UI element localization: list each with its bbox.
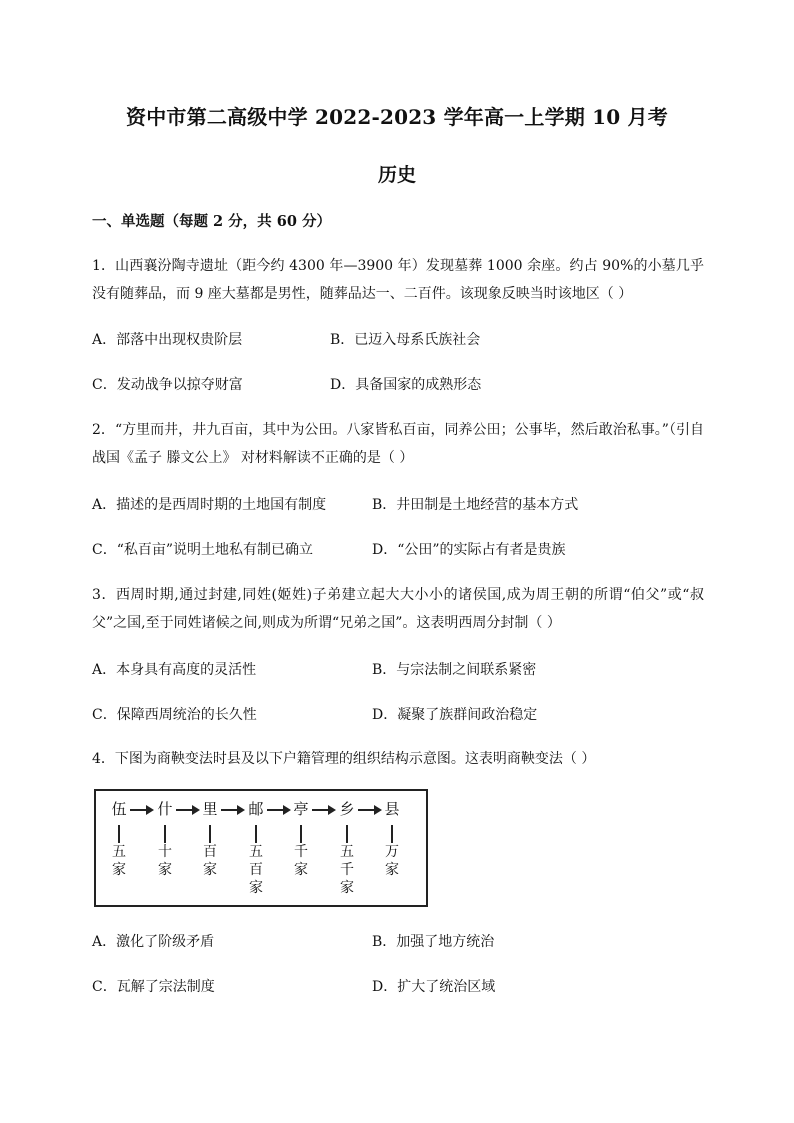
connector-line (209, 825, 211, 843)
unit-desc-char: 家 (294, 862, 308, 878)
question-3-option-d[interactable]: D．凝聚了族群间政治稳定 (372, 707, 538, 723)
unit-desc-char: 千 (340, 862, 354, 878)
unit-name: 亭 (293, 800, 309, 818)
unit-desc-char: 五 (112, 844, 126, 860)
unit-desc-char: 五 (340, 844, 354, 860)
unit-shi (152, 799, 178, 879)
unit-desc-char: 百 (249, 862, 263, 878)
connector-line (255, 825, 257, 843)
connector-line (300, 825, 302, 843)
right-arrow-icon (267, 805, 291, 815)
question-4-option-d[interactable]: D．扩大了统治区域 (372, 979, 496, 995)
question-3-option-a[interactable]: A．本身具有高度的灵活性 (92, 662, 257, 678)
unit-desc-char: 家 (385, 862, 399, 878)
right-arrow-icon (176, 805, 200, 815)
unit-xian (379, 799, 405, 879)
question-2-option-d[interactable]: D．“公田”的实际占有者是贵族 (372, 542, 566, 558)
unit-desc-char: 十 (158, 844, 172, 860)
connector-line (164, 825, 166, 843)
unit-desc-char: 千 (294, 844, 308, 860)
question-2-option-b[interactable]: B．井田制是土地经营的基本方式 (372, 497, 579, 513)
unit-li (197, 799, 223, 879)
question-3-stem: 3．西周时期,通过封建,同姓(姬姓)子弟建立起大大小小的诸侯国,成为周王朝的所谓“伯父”或“叔父”之国,至于同姓诸候之间,则成为所谓“兄弟之国”。这表明西周分封制（ ） (92, 587, 704, 631)
section-heading: 一、单选题（每题 2 分，共 60 分） (92, 213, 331, 230)
question-1-option-d[interactable]: D．具备国家的成熟形态 (330, 377, 482, 393)
question-2-option-a[interactable]: A．描述的是西周时期的土地国有制度 (92, 497, 327, 513)
question-3-option-c[interactable]: C．保障西周统治的长久性 (92, 707, 257, 723)
unit-name: 伍 (111, 800, 127, 818)
unit-wu (106, 799, 132, 879)
right-arrow-icon (312, 805, 336, 815)
connector-line (391, 825, 393, 843)
right-arrow-icon (221, 805, 245, 815)
question-4-stem: 4．下图为商鞅变法时县及以下户籍管理的组织结构示意图。这表明商鞅变法（ ） (92, 751, 596, 767)
question-3-option-b[interactable]: B．与宗法制之间联系紧密 (372, 662, 537, 678)
question-1-option-a[interactable]: A．部落中出现权贵阶层 (92, 332, 243, 348)
right-arrow-icon (358, 805, 382, 815)
unit-desc-char: 家 (340, 880, 354, 896)
household-structure-diagram (94, 789, 428, 907)
unit-you (243, 799, 269, 897)
question-2-option-c[interactable]: C．“私百亩”说明土地私有制已确立 (92, 542, 314, 558)
unit-name: 里 (202, 800, 218, 818)
question-1-stem: 1．山西襄汾陶寺遗址（距今约 4300 年—3900 年）发现墓葬 1000 余座。约占 90%的小墓几乎没有随葬品，而 9 座大墓都是男性，随葬品达一、二百件。该现象反映当时该地区（ ） (92, 258, 704, 302)
unit-desc-char: 家 (158, 862, 172, 878)
unit-name: 乡 (339, 800, 355, 818)
unit-name: 县 (384, 800, 400, 818)
question-2-stem: 2．“方里而井，井九百亩，其中为公田。八家皆私百亩，同养公田；公事毕，然后敢治私事。”（引自战国《孟子 滕文公上》 对材料解读不正确的是（ ） (92, 422, 704, 466)
question-4-option-c[interactable]: C．瓦解了宗法制度 (92, 979, 215, 995)
unit-xiang (334, 799, 360, 897)
unit-name: 什 (157, 800, 173, 818)
unit-desc-char: 家 (112, 862, 126, 878)
unit-desc-char: 家 (249, 880, 263, 896)
connector-line (118, 825, 120, 843)
question-4-option-a[interactable]: A．激化了阶级矛盾 (92, 934, 215, 950)
unit-desc-char: 万 (385, 844, 399, 860)
unit-desc-char: 百 (203, 844, 217, 860)
subject-title: 历史 (377, 164, 416, 186)
exam-title: 资中市第二高级中学 2022-2023 学年高一上学期 10 月考 (126, 105, 668, 129)
unit-name: 邮 (248, 800, 264, 818)
connector-line (346, 825, 348, 843)
unit-ting (288, 799, 314, 879)
unit-desc-char: 家 (203, 862, 217, 878)
question-1-option-b[interactable]: B．已迈入母系氏族社会 (330, 332, 481, 348)
right-arrow-icon (130, 805, 154, 815)
question-1-option-c[interactable]: C．发动战争以掠夺财富 (92, 377, 243, 393)
unit-desc-char: 五 (249, 844, 263, 860)
question-4-option-b[interactable]: B．加强了地方统治 (372, 934, 495, 950)
